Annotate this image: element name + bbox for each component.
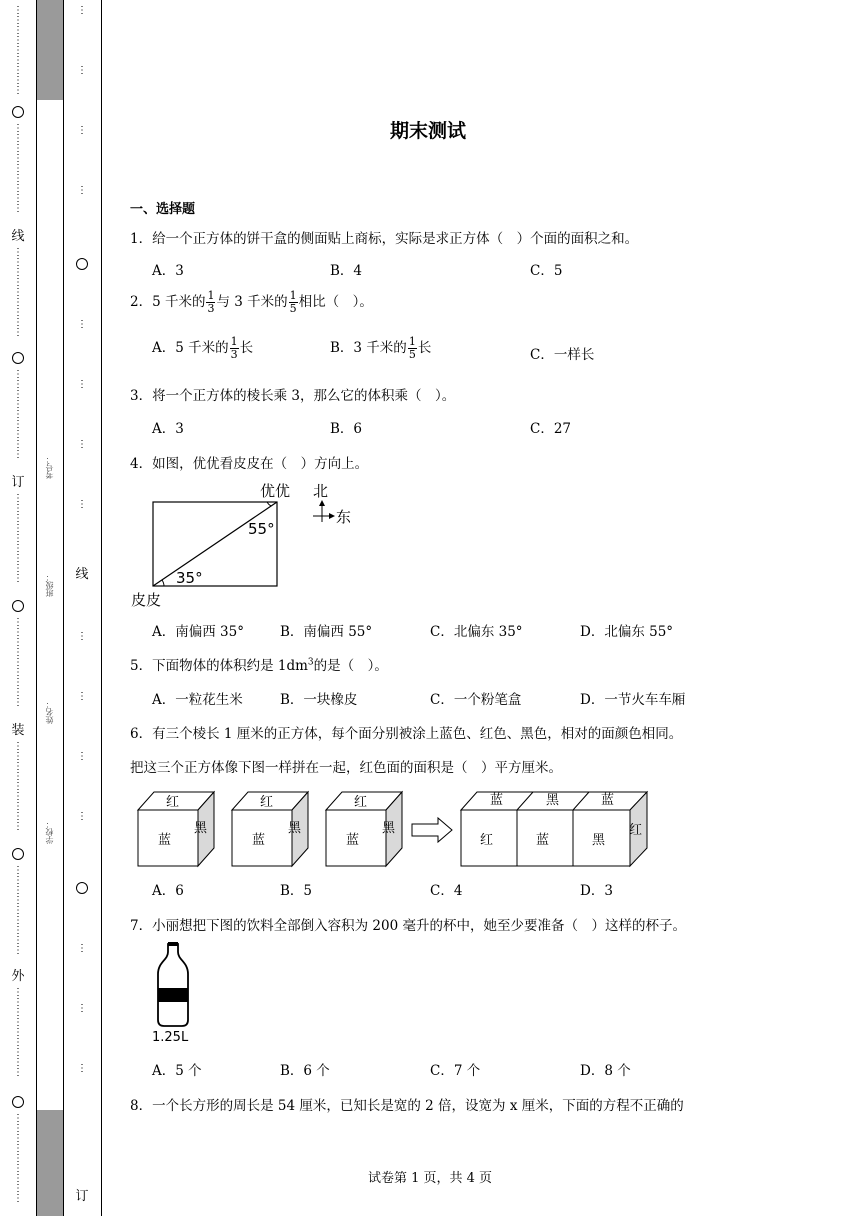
binding-char-inner-xian: 线 <box>75 567 89 582</box>
gray-band <box>37 1110 63 1216</box>
combined-cubes <box>461 792 647 866</box>
binding-char-inner-ding: 订 <box>75 1189 89 1204</box>
direction-figure <box>128 476 368 612</box>
dot-column: ⋮ ⋮ ⋮ ⋮ ⋮ ⋮ ⋮ ⋮ ⋮ <box>13 865 23 956</box>
svg-text:蓝: 蓝 <box>536 833 550 848</box>
dot-column: ⋮ ⋮ ⋮ ⋮ ⋮ ⋮ ⋮ ⋮ ⋮ <box>13 247 23 338</box>
q6-option-b[interactable]: B．5 <box>280 883 313 899</box>
binding-circle <box>76 882 88 894</box>
q7-option-d[interactable]: D．8 个 <box>580 1063 631 1079</box>
svg-text:蓝: 蓝 <box>158 833 172 848</box>
svg-text:蓝: 蓝 <box>601 793 615 808</box>
label-north: 北 <box>313 482 329 500</box>
q2-option-a[interactable]: A．5 千米的 $\frac{1}{3}$ 长 <box>152 335 254 361</box>
question-3: 3．将一个正方体的棱长乘 3，那么它的体积乘（ ）。 <box>130 388 456 404</box>
page-title: 期末测试 <box>390 120 467 142</box>
binding-char-zhuang: 装 <box>11 723 25 738</box>
dot-column: ⋮ ⋮ ⋮ ⋮ ⋮ ⋮ ⋮ ⋮ ⋮ <box>13 5 23 96</box>
north-arrow-head <box>319 500 325 506</box>
gray-band <box>37 0 63 100</box>
q1-option-b[interactable]: B．4 <box>330 263 363 279</box>
label-banji: 班级： <box>45 573 54 597</box>
q6-option-a[interactable]: A．6 <box>152 883 184 899</box>
binding-circle <box>76 258 88 270</box>
svg-text:红: 红 <box>629 823 643 838</box>
q2-option-c[interactable]: C．一样长 <box>530 347 595 363</box>
q6-option-c[interactable]: C．4 <box>430 883 463 899</box>
cube-1 <box>138 792 214 866</box>
q7-option-a[interactable]: A．5 个 <box>152 1063 202 1079</box>
label-east: 东 <box>336 508 352 526</box>
binding-line <box>101 0 102 1216</box>
q7-option-c[interactable]: C．7 个 <box>430 1063 481 1079</box>
q5-option-d[interactable]: D．一节火车车厢 <box>580 692 686 708</box>
label-angle-55: 55° <box>248 520 275 538</box>
question-5: 5．下面物体的体积约是 $1dm^3$的是（ ）。 <box>130 657 388 674</box>
question-7: 7．小丽想把下图的饮料全部倒入容积为 200 毫升的杯中，她至少要准备（ ）这样的杯子。 <box>130 918 686 934</box>
angle-arc-top <box>267 502 271 506</box>
binding-char-ding: 订 <box>11 475 25 490</box>
q2-option-b[interactable]: B．3 千米的 $\frac{1}{5}$ 长 <box>330 335 432 361</box>
label-angle-35: 35° <box>176 569 203 587</box>
label-pipi: 皮皮 <box>131 591 162 609</box>
q3-option-a[interactable]: A．3 <box>152 421 184 437</box>
binding-circle <box>12 106 24 118</box>
svg-text:黑: 黑 <box>288 821 302 836</box>
dot-column: ⋮ ⋮ ⋮ ⋮ ⋮ ⋮ ⋮ ⋮ ⋮ <box>13 369 23 460</box>
q3-option-c[interactable]: C．27 <box>530 421 572 437</box>
bottle-figure <box>148 940 208 1048</box>
dot-column: ⋮ ⋮ ⋮ <box>77 943 87 1074</box>
q1-option-a[interactable]: A．3 <box>152 263 184 279</box>
label-kaohao: 考号： <box>45 455 54 479</box>
arrow-right <box>412 818 452 842</box>
binding-char-xian: 线 <box>11 229 25 244</box>
dot-column: ⋮ ⋮ ⋮ ⋮ ⋮ ⋮ ⋮ ⋮ ⋮ <box>13 987 23 1078</box>
binding-circle <box>12 600 24 612</box>
q4-option-d[interactable]: D．北偏东 55° <box>580 624 674 640</box>
binding-char-wai: 外 <box>11 969 25 984</box>
q4-option-a[interactable]: A．南偏西 35° <box>152 624 244 640</box>
svg-text:蓝: 蓝 <box>252 833 266 848</box>
question-8: 8．一个长方形的周长是 54 厘米，已知长是宽的 2 倍，设宽为 x 厘米，下面的方程不正确的 <box>130 1098 684 1114</box>
section-heading: 一、选择题 <box>130 202 196 217</box>
cube-3 <box>326 792 402 866</box>
label-youyou: 优优 <box>260 482 291 500</box>
question-6-line2: 把这三个正方体像下图一样拼在一起，红色面的面积是（ ）平方厘米。 <box>130 760 562 776</box>
svg-text:黑: 黑 <box>382 821 396 836</box>
q1-option-c[interactable]: C．5 <box>530 263 563 279</box>
svg-text:红: 红 <box>354 795 368 810</box>
svg-text:蓝: 蓝 <box>490 793 504 808</box>
question-2: 2．5 千米的 $\frac{1}{3}$ 与 3 千米的 $\frac{1}{5}$ 相比（ ）。 <box>130 289 373 315</box>
binding-circle <box>12 352 24 364</box>
cubes-figure <box>130 784 660 870</box>
svg-text:红: 红 <box>166 795 180 810</box>
dot-column: ⋮ ⋮ ⋮ ⋮ ⋮ ⋮ ⋮ ⋮ ⋮ <box>13 617 23 708</box>
question-4: 4．如图，优优看皮皮在（ ）方向上。 <box>130 456 369 472</box>
label-xuexiao: 学校： <box>45 820 54 844</box>
dot-column: ⋮ ⋮ ⋮ ⋮ <box>77 319 87 510</box>
svg-text:红: 红 <box>480 833 494 848</box>
binding-line <box>63 0 64 1216</box>
question-6: 6．有三个棱长 1 厘米的正方体，每个面分别被涂上蓝色、红色、黑色，相对的面颜色相同。 <box>130 726 683 742</box>
q6-option-d[interactable]: D．3 <box>580 883 613 899</box>
q5-option-c[interactable]: C．一个粉笔盒 <box>430 692 522 708</box>
q5-option-b[interactable]: B．一块橡皮 <box>280 692 358 708</box>
dot-column: ⋮ ⋮ ⋮ ⋮ <box>77 5 87 196</box>
svg-text:黑: 黑 <box>194 821 208 836</box>
dot-column: ⋮ ⋮ ⋮ ⋮ ⋮ ⋮ ⋮ ⋮ ⋮ <box>13 493 23 584</box>
fraction-one-fifth: $\frac{1}{5}$ <box>289 289 297 315</box>
svg-text:黑: 黑 <box>546 793 560 808</box>
svg-text:红: 红 <box>260 795 274 810</box>
svg-text:黑: 黑 <box>592 833 606 848</box>
angle-arc-bottom <box>162 580 164 586</box>
dot-column: ⋮ ⋮ ⋮ ⋮ ⋮ ⋮ ⋮ ⋮ ⋮ <box>13 123 23 214</box>
binding-line <box>36 0 37 1216</box>
q4-option-b[interactable]: B．南偏西 55° <box>280 624 373 640</box>
dot-column: ⋮ ⋮ ⋮ ⋮ ⋮ ⋮ ⋮ ⋮ ⋮ <box>13 1113 23 1204</box>
label-xingming: 姓名： <box>45 700 54 724</box>
q7-option-b[interactable]: B．6 个 <box>280 1063 330 1079</box>
binding-circle <box>12 848 24 860</box>
bottle-volume: 1.25L <box>152 1030 189 1045</box>
page-footer: 试卷第 1 页，共 4 页 <box>367 1171 493 1186</box>
cube-2 <box>232 792 308 866</box>
fraction-one-third: $\frac{1}{3}$ <box>207 289 215 315</box>
q5-option-a[interactable]: A．一粒花生米 <box>152 692 243 708</box>
dot-column: ⋮ ⋮ ⋮ ⋮ <box>77 631 87 822</box>
bottle-icon <box>158 944 188 1026</box>
q4-option-c[interactable]: C．北偏东 35° <box>430 624 523 640</box>
figure-diagonal <box>153 502 277 586</box>
svg-text:蓝: 蓝 <box>346 833 360 848</box>
question-1: 1．给一个正方体的饼干盒的侧面贴上商标，实际是求正方体（ ）个面的面积之和。 <box>130 231 639 247</box>
binding-circle <box>12 1096 24 1108</box>
east-arrow-head <box>329 513 335 519</box>
bottle-label-band <box>158 988 188 1002</box>
q3-option-b[interactable]: B．6 <box>330 421 363 437</box>
dot-column: ⋮ ⋮ ⋮ ⋮ ⋮ ⋮ ⋮ ⋮ ⋮ <box>13 741 23 832</box>
